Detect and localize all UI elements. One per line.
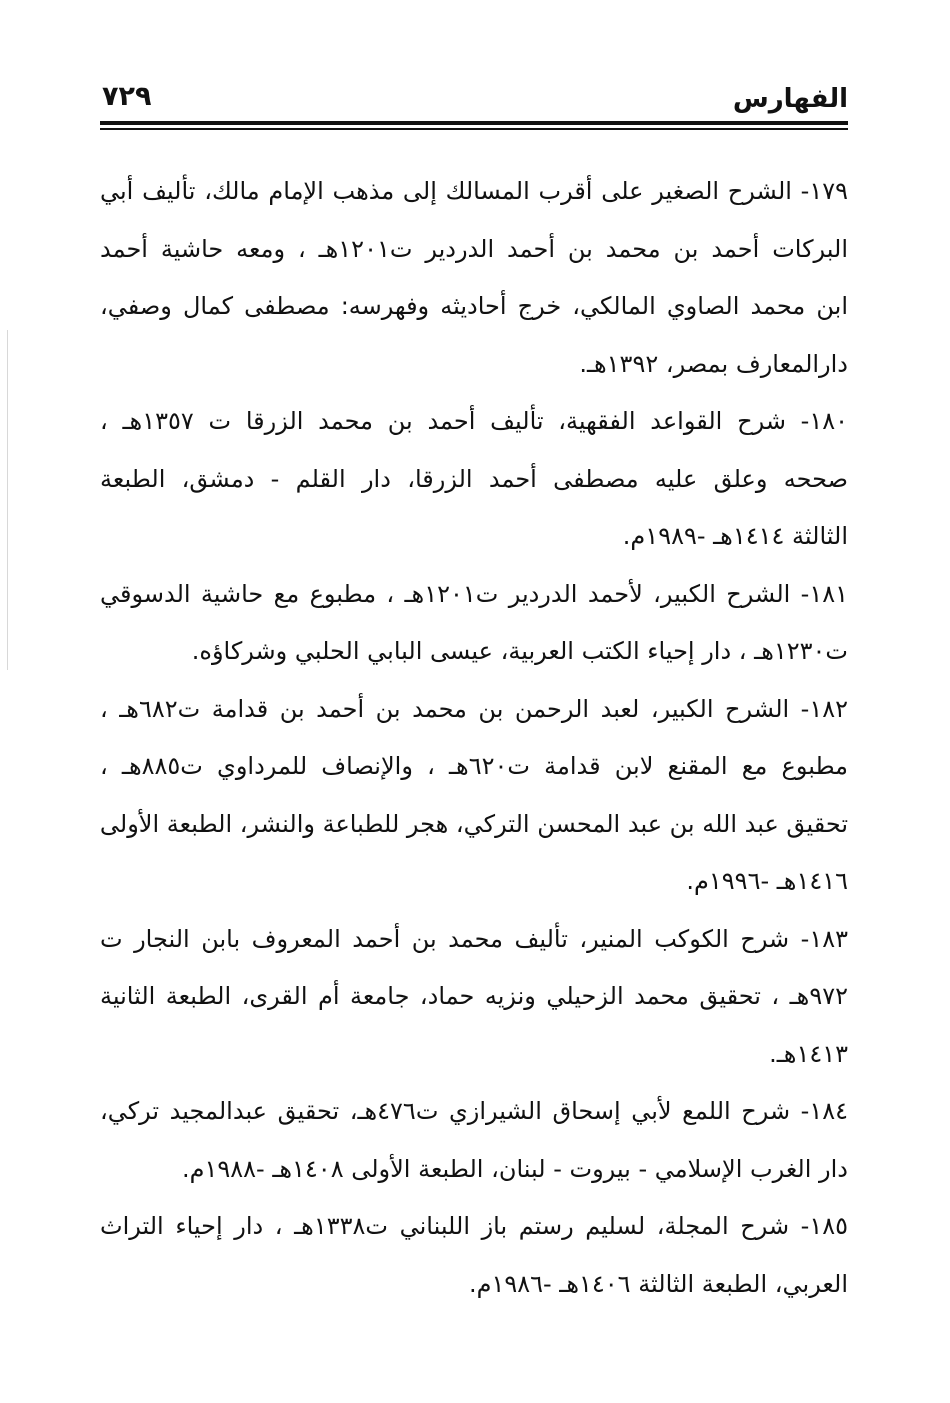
entry-line: ١٨١- الشرح الكبير، لأحمد الدردير ت١٢٠١هـ ، مطبوع مع حاشية الدسوقي <box>100 579 848 608</box>
bibliography-entry-185 <box>100 1198 848 1313</box>
bibliography-entry-180 <box>100 393 848 566</box>
entry-line: ١٨٠- شرح القواعد الفقهية، تأليف أحمد بن محمد الزرقا ت ١٣٥٧هـ ، <box>100 407 848 435</box>
bibliography-entry-181 <box>100 566 848 681</box>
entry-line: صححه وعلق عليه مصطفى أحمد الزرقا، دار القلم - دمشق، الطبعة <box>100 464 848 493</box>
entry-line: ١٨٥- شرح المجلة، لسليم رستم باز اللبناني ت١٣٣٨هـ ، دار إحياء التراث <box>100 1212 848 1240</box>
header-rule-thick <box>100 121 848 125</box>
header-rule-thin <box>100 128 848 130</box>
entry-line: ١٤١٣هـ. <box>769 1039 848 1068</box>
bibliography-entry-182 <box>100 681 848 911</box>
bibliography-list <box>100 163 848 1313</box>
bibliography-entry-184 <box>100 1083 848 1198</box>
entry-line: الثالثة ١٤١٤هـ -١٩٨٩م. <box>622 522 848 550</box>
entry-line: ت١٢٣٠هـ ، دار إحياء الكتب العربية، عيسى البابي الحلبي وشركاؤه. <box>191 637 848 665</box>
entry-line: ١٤١٦هـ -١٩٩٦م. <box>686 867 848 895</box>
running-title: الفهارس <box>732 84 848 114</box>
entry-line: ابن محمد الصاوي المالكي، خرج أحاديثه وفهرسه: مصطفى كمال وصفي، <box>100 292 848 320</box>
entry-line: ١٨٣- شرح الكوكب المنير، تأليف محمد بن أحمد المعروف بابن النجار ت <box>100 924 848 953</box>
entry-line: العربي، الطبعة الثالثة ١٤٠٦هـ -١٩٨٦م. <box>468 1269 848 1298</box>
bibliography-entry-183 <box>100 911 848 1084</box>
entry-line: البركات أحمد بن محمد بن أحمد الدردير ت١٢٠١هـ ، ومعه حاشية أحمد <box>100 234 848 263</box>
page-header <box>100 78 848 118</box>
page-number: ٧٢٩ <box>102 81 152 112</box>
entry-line: مطبوع مع المقنع لابن قدامة ت٦٢٠هـ ، والإنصاف للمرداوي ت٨٨٥هـ ، <box>100 752 848 780</box>
entry-line: ١٨٢- الشرح الكبير، لعبد الرحمن بن محمد بن أحمد بن قدامة ت٦٨٢هـ ، <box>100 694 848 723</box>
entry-line: ١٨٤- شرح اللمع لأبي إسحاق الشيرازي ت٤٧٦هـ، تحقيق عبدالمجيد تركي، <box>100 1097 848 1125</box>
bibliography-entry-179 <box>100 163 848 393</box>
entry-line: دار الغرب الإسلامي - بيروت - لبنان، الطبعة الأولى ١٤٠٨هـ -١٩٨٨م. <box>181 1154 848 1183</box>
entry-line: ١٧٩- الشرح الصغير على أقرب المسالك إلى مذهب الإمام مالك، تأليف أبي <box>100 177 848 205</box>
entry-line: تحقيق عبد الله بن عبد المحسن التركي، هجر للطباعة والنشر، الطبعة الأولى <box>100 809 848 838</box>
scan-margin-mark <box>7 330 8 670</box>
entry-line: دارالمعارف بمصر، ١٣٩٢هـ. <box>579 349 848 378</box>
entry-line: ٩٧٢هـ ، تحقيق محمد الزحيلي ونزيه حماد، جامعة أم القرى، الطبعة الثانية <box>100 982 848 1010</box>
